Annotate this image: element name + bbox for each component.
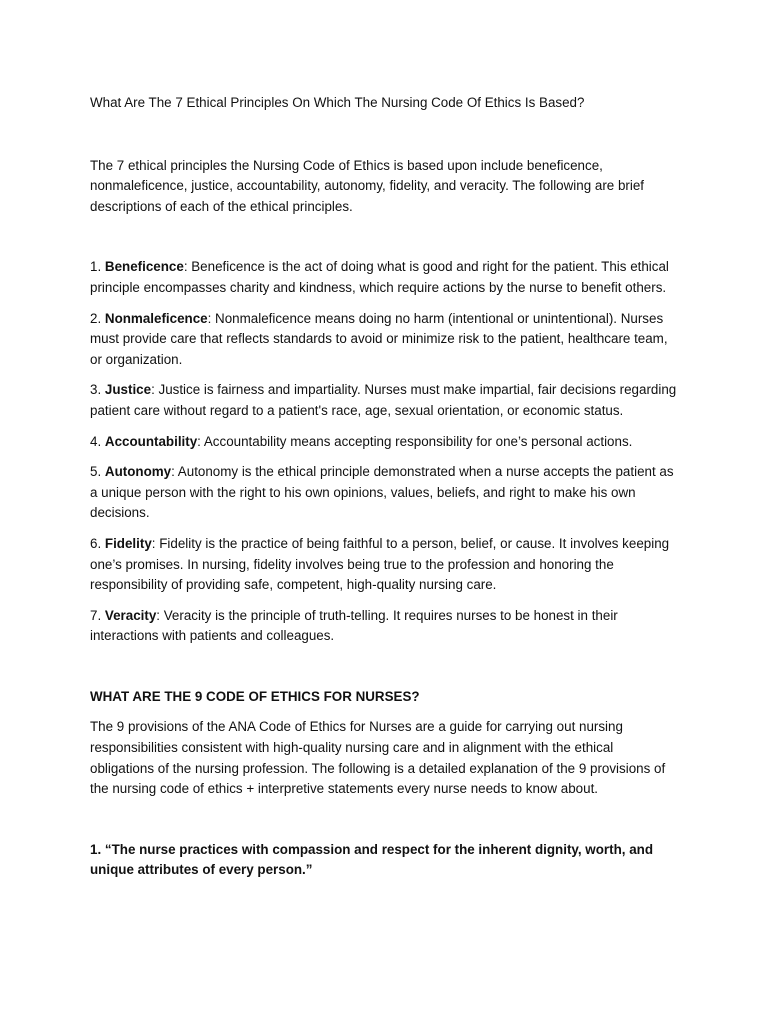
principle-term: Beneficence bbox=[104, 259, 184, 275]
document-body bbox=[90, 93, 680, 881]
principle-fidelity bbox=[90, 534, 680, 596]
principle-justice bbox=[90, 380, 680, 421]
principle-text: : Beneficence is the act of doing what is good and right for the patient. This ethical principle encompasses charity and kindness, which require actions by the nurse to benefit others. bbox=[90, 259, 669, 295]
principle-term: Nonmaleficence bbox=[104, 310, 208, 326]
principle-autonomy bbox=[90, 462, 680, 524]
principle-text: : Fidelity is the practice of being faithful to a person, belief, or cause. It involves keeping one’s promises. In nursing, fidelity involves being true to the profession and honoring the responsibility of providing safe, competent, high-quality nursing care. bbox=[90, 535, 670, 593]
principle-number: 7. bbox=[90, 607, 102, 623]
principle-number: 2. bbox=[90, 310, 102, 326]
principle-text: : Nonmaleficence means doing no harm (intentional or unintentional). Nurses must provide care that reflects standards to avoid or minimize risk to the patient, healthcare team, or organization. bbox=[90, 310, 668, 367]
principle-text: : Justice is fairness and impartiality. Nurses must make impartial, fair decisions regarding patient care without regard to a patient's race, age, sexual orientation, or economic status. bbox=[90, 382, 677, 418]
principle-term: Justice bbox=[104, 382, 152, 398]
intro-paragraph: The 7 ethical principles the Nursing Code of Ethics is based upon include beneficence, nonmaleficence, justice, accountability, autonomy, fidelity, and veracity. The following are brief descriptions of each of the ethical principles. bbox=[90, 157, 645, 214]
principle-veracity bbox=[90, 606, 680, 647]
principle-term: Fidelity bbox=[104, 535, 152, 551]
principle-text: : Veracity is the principle of truth-telling. It requires nurses to be honest in their interactions with patients and colleagues. bbox=[90, 607, 618, 644]
principle-number: 6. bbox=[90, 535, 102, 551]
principle-number: 4. bbox=[90, 433, 102, 449]
principle-number: 3. bbox=[90, 382, 102, 398]
principle-number: 1. bbox=[90, 259, 102, 275]
document-title: What Are The 7 Ethical Principles On Which The Nursing Code Of Ethics Is Based? bbox=[90, 95, 585, 110]
principle-beneficence bbox=[90, 257, 680, 298]
principle-nonmaleficence bbox=[90, 309, 680, 371]
principle-text: : Accountability means accepting responsibility for one’s personal actions. bbox=[197, 433, 633, 449]
principle-term: Veracity bbox=[104, 607, 157, 623]
principle-number: 5. bbox=[90, 464, 102, 480]
principle-accountability bbox=[90, 432, 680, 453]
provision-1: 1. “The nurse practices with compassion and respect for the inherent dignity, worth, and unique attributes of every person.” bbox=[90, 841, 654, 878]
principle-term: Accountability bbox=[104, 433, 198, 449]
section-intro-paragraph: The 9 provisions of the ANA Code of Ethics for Nurses are a guide for carrying out nursing responsibilities consistent with high-quality nursing care and in alignment with the ethical obligations of the nursing profession. The following is a detailed explanation of the 9 provisions of the nursing code of ethics + interpretive statements every nurse needs to know about. bbox=[90, 719, 666, 797]
principle-text: : Autonomy is the ethical principle demonstrated when a nurse accepts the patient as a unique person with the right to his own opinions, values, beliefs, and right to make his own decisions. bbox=[90, 464, 674, 521]
principle-term: Autonomy bbox=[104, 464, 172, 480]
section-heading: WHAT ARE THE 9 CODE OF ETHICS FOR NURSES? bbox=[90, 688, 420, 704]
